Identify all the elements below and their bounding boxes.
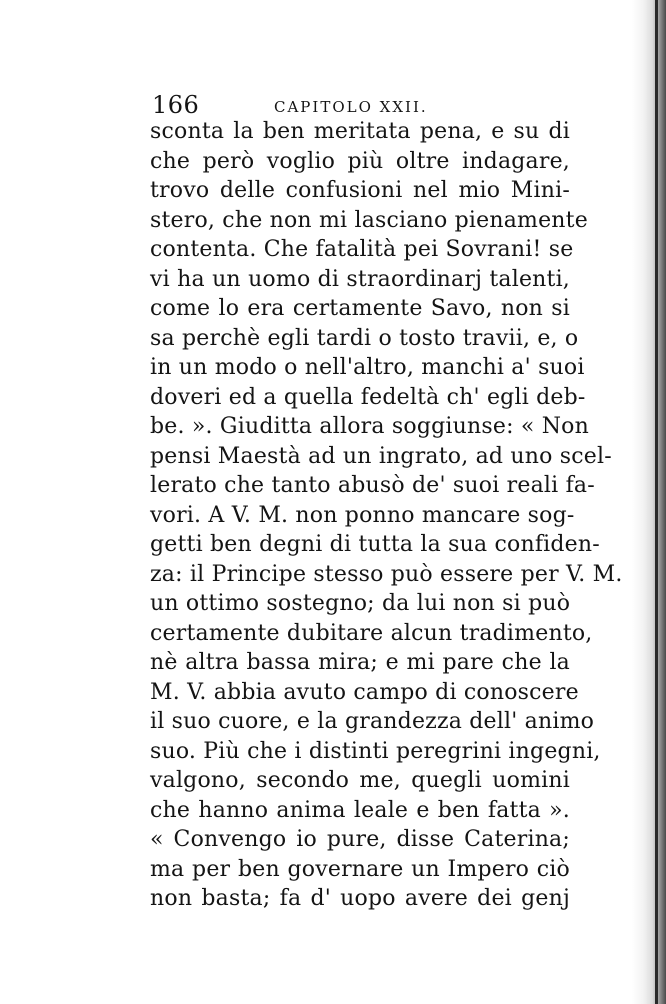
text-line: sa perchè egli tardi o tosto travii, e, o — [150, 325, 579, 351]
text-line: « Convengo io pure, disse Caterina; — [150, 827, 570, 852]
text-line: sconta la ben meritata pena, e su di — [150, 119, 570, 144]
text-line: contenta. Che fatalità pei Sovrani! se — [150, 237, 574, 262]
text-line: in un modo o nell'altro, manchi a' suoi — [150, 355, 585, 380]
text-line: che hanno anima leale e ben fatta ». — [150, 797, 570, 823]
text-line: suo. Più che i distinti peregrini ingegni, — [150, 738, 601, 764]
running-head — [152, 90, 572, 120]
text-line: valgono, secondo me, quegli uomini — [150, 768, 570, 793]
text-line: pensi Maestà ad un ingrato, ad uno scel- — [150, 443, 612, 469]
chapter-title: CAPITOLO XXII. — [274, 98, 428, 116]
text-line: un ottimo sostegno; da lui non si può — [150, 591, 571, 616]
text-line: trovo delle confusioni nel mio Mini- — [150, 178, 570, 203]
text-line: che però voglio più oltre indagare, — [150, 148, 570, 174]
text-line: nè altra bassa mira; e mi pare che la — [150, 650, 570, 675]
text-line: il suo cuore, e la grandezza dell' animo — [150, 709, 595, 734]
body-text — [150, 117, 623, 914]
text-line: getti ben degni di tutta la sua confiden- — [150, 532, 600, 557]
text-line: stero, che non mi lasciano pienamente — [150, 207, 588, 233]
page-edge-line — [655, 0, 658, 1004]
text-line: M. V. abbia avuto campo di conoscere — [150, 679, 579, 705]
text-line: non basta; fa d' uopo avere dei genj — [150, 886, 570, 911]
text-line: certamente dubitare alcun tradimento, — [150, 620, 593, 646]
text-line: za: il Principe stesso può essere per V. M. — [150, 561, 623, 587]
text-line: ma per ben governare un Impero ciò — [150, 856, 570, 882]
text-line: vi ha un uomo di straordinarj talenti, — [150, 266, 570, 292]
text-line: vori. A V. M. non ponno mancare sog- — [150, 502, 575, 528]
text-line: come lo era certamente Savo, non si — [150, 296, 570, 321]
text-line: lerato che tanto abusò de' suoi reali fa- — [150, 473, 595, 498]
text-line: be. ». Giuditta allora soggiunse: « Non — [150, 414, 589, 439]
text-line: doveri ed a quella fedeltà ch' egli deb- — [150, 384, 586, 410]
page-edge-shadow — [632, 0, 666, 1004]
page-number: 166 — [152, 91, 200, 119]
